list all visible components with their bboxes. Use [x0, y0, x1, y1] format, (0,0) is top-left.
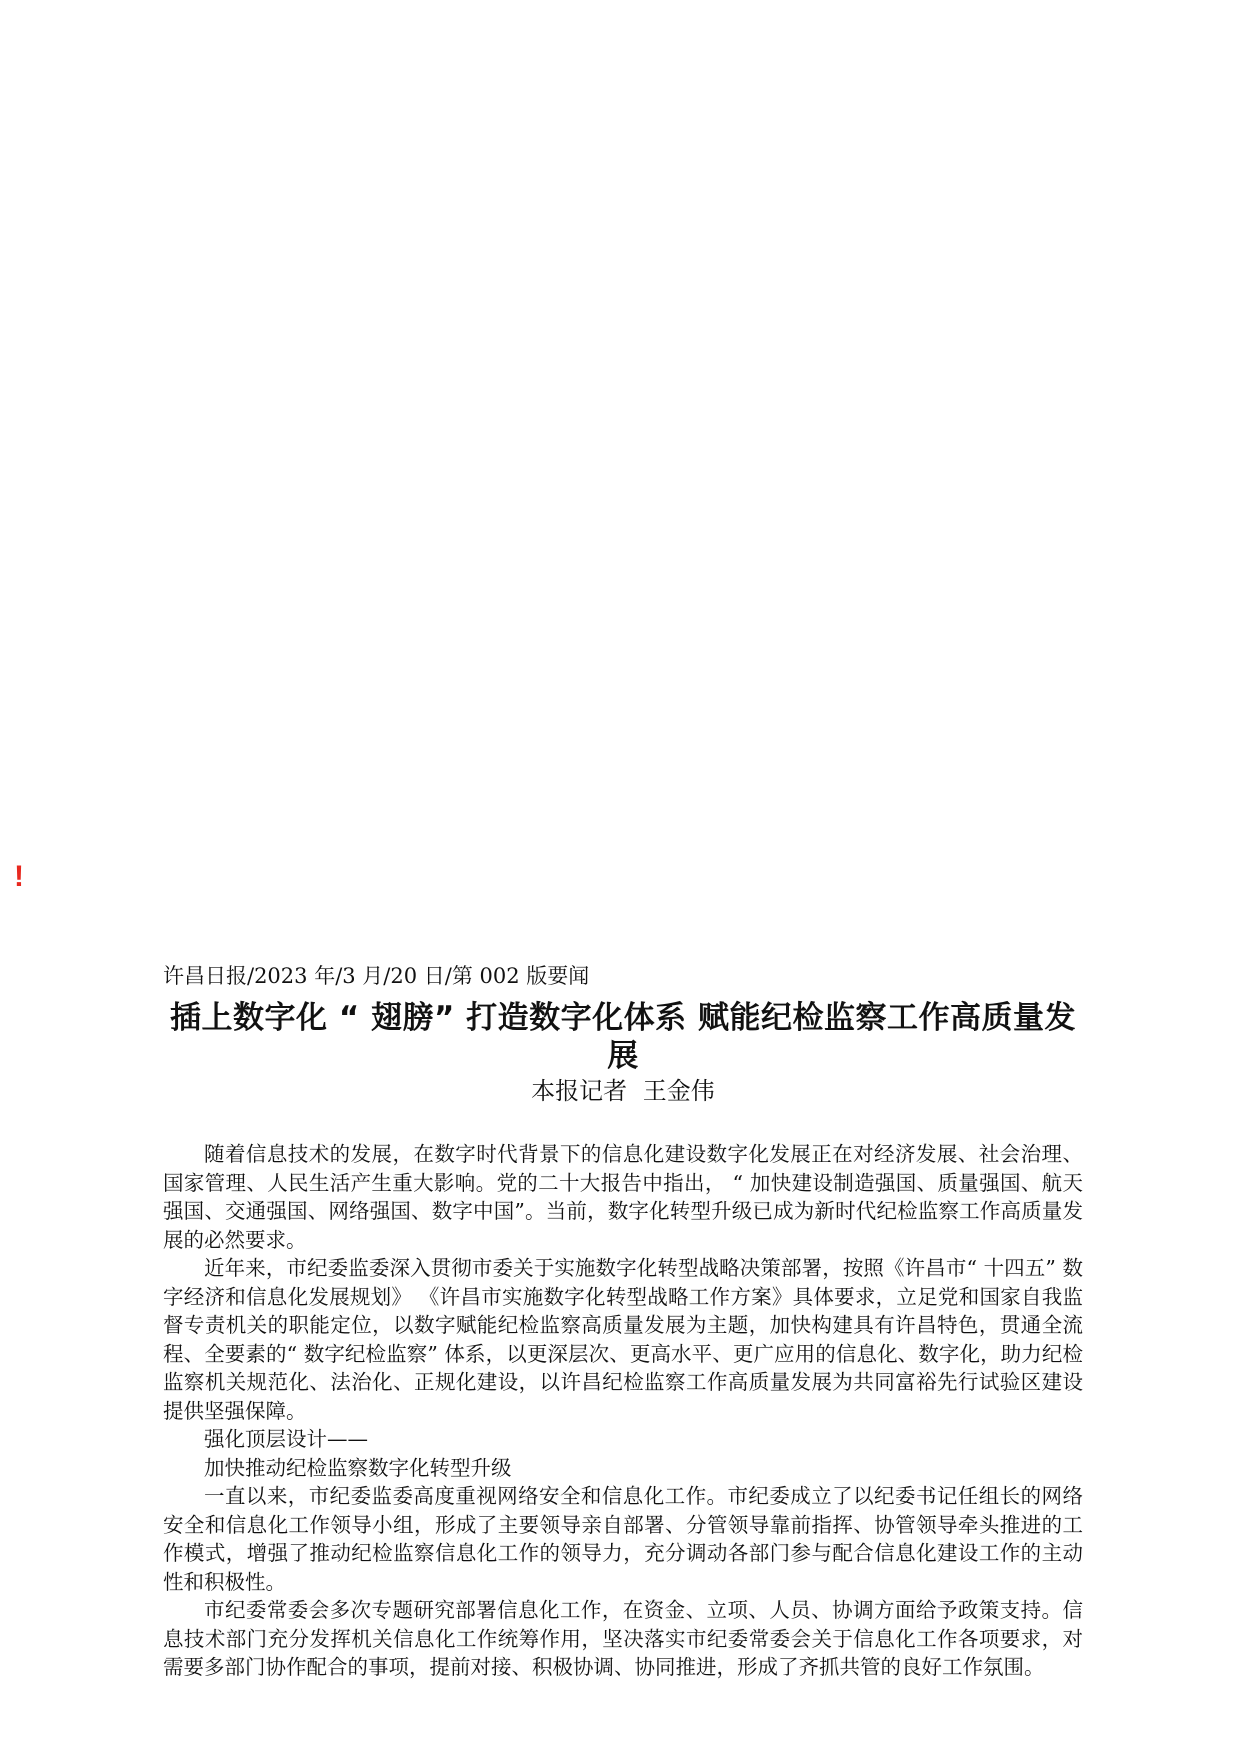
section-subheading: 加快推动纪检监察数字化转型升级	[204, 1455, 512, 1480]
section-heading: 强化顶层设计——	[204, 1427, 368, 1451]
paragraph: 一直以来，市纪委监委高度重视网络安全和信息化工作。市纪委成立了以纪委书记任组长的网络安全和信息化工作领导小组，形成了主要领导亲自部署、分管领导靠前指挥、协管领导牵头推进的工作模式，增强了推动纪检监察信息化工作的领导力，充分调动各部门参与配合信息化建设工作的主动性和积极性。	[163, 1484, 1083, 1594]
news-article	[163, 962, 1083, 1682]
paragraph: 市纪委常委会多次专题研究部署信息化工作，在资金、立项、人员、协调方面给予政策支持。信息技术部门充分发挥机关信息化工作统筹作用，坚决落实市纪委常委会关于信息化工作各项要求，对需要多部门协作配合的事项，提前对接、积极协调、协同推进，形成了齐抓共管的良好工作氛围。	[163, 1598, 1083, 1679]
paragraph: 近年来，市纪委监委深入贯彻市委关于实施数字化转型战略决策部署，按照《许昌市“ 十四五” 数字经济和信息化发展规划》 《许昌市实施数字化转型战略工作方案》具体要求，立足党和国家自我监督专责机关的职能定位，以数字赋能纪检监察高质量发展为主题，加快构建具有许昌特色，贯通全流程、全要素的“ 数字纪检监察” 体系，以更深层次、更高水平、更广应用的信息化、数字化，助力纪检监察机关规范化、法治化、正规化建设，以许昌纪检监察工作高质量发展为共同富裕先行试验区建设提供坚强保障。	[163, 1256, 1083, 1423]
byline: 本报记者 王金伟	[531, 1077, 715, 1105]
alert-mark: !	[14, 860, 24, 893]
article-title: 插上数字化 “ 翅膀” 打造数字化体系 赋能纪检监察工作高质量发展	[170, 1000, 1076, 1074]
paragraph: 随着信息技术的发展，在数字时代背景下的信息化建设数字化发展正在对经济发展、社会治理、国家管理、人民生活产生重大影响。党的二十大报告中指出， “ 加快建设制造强国、质量强国、航天强国、交通强国、网络强国、数字中国”。当前，数字化转型升级已成为新时代纪检监察工作高质量发展的必然要求。	[163, 1142, 1083, 1252]
source-line: 许昌日报/2023 年/3 月/20 日/第 002 版要闻	[163, 964, 590, 988]
article-body	[163, 1140, 1083, 1682]
